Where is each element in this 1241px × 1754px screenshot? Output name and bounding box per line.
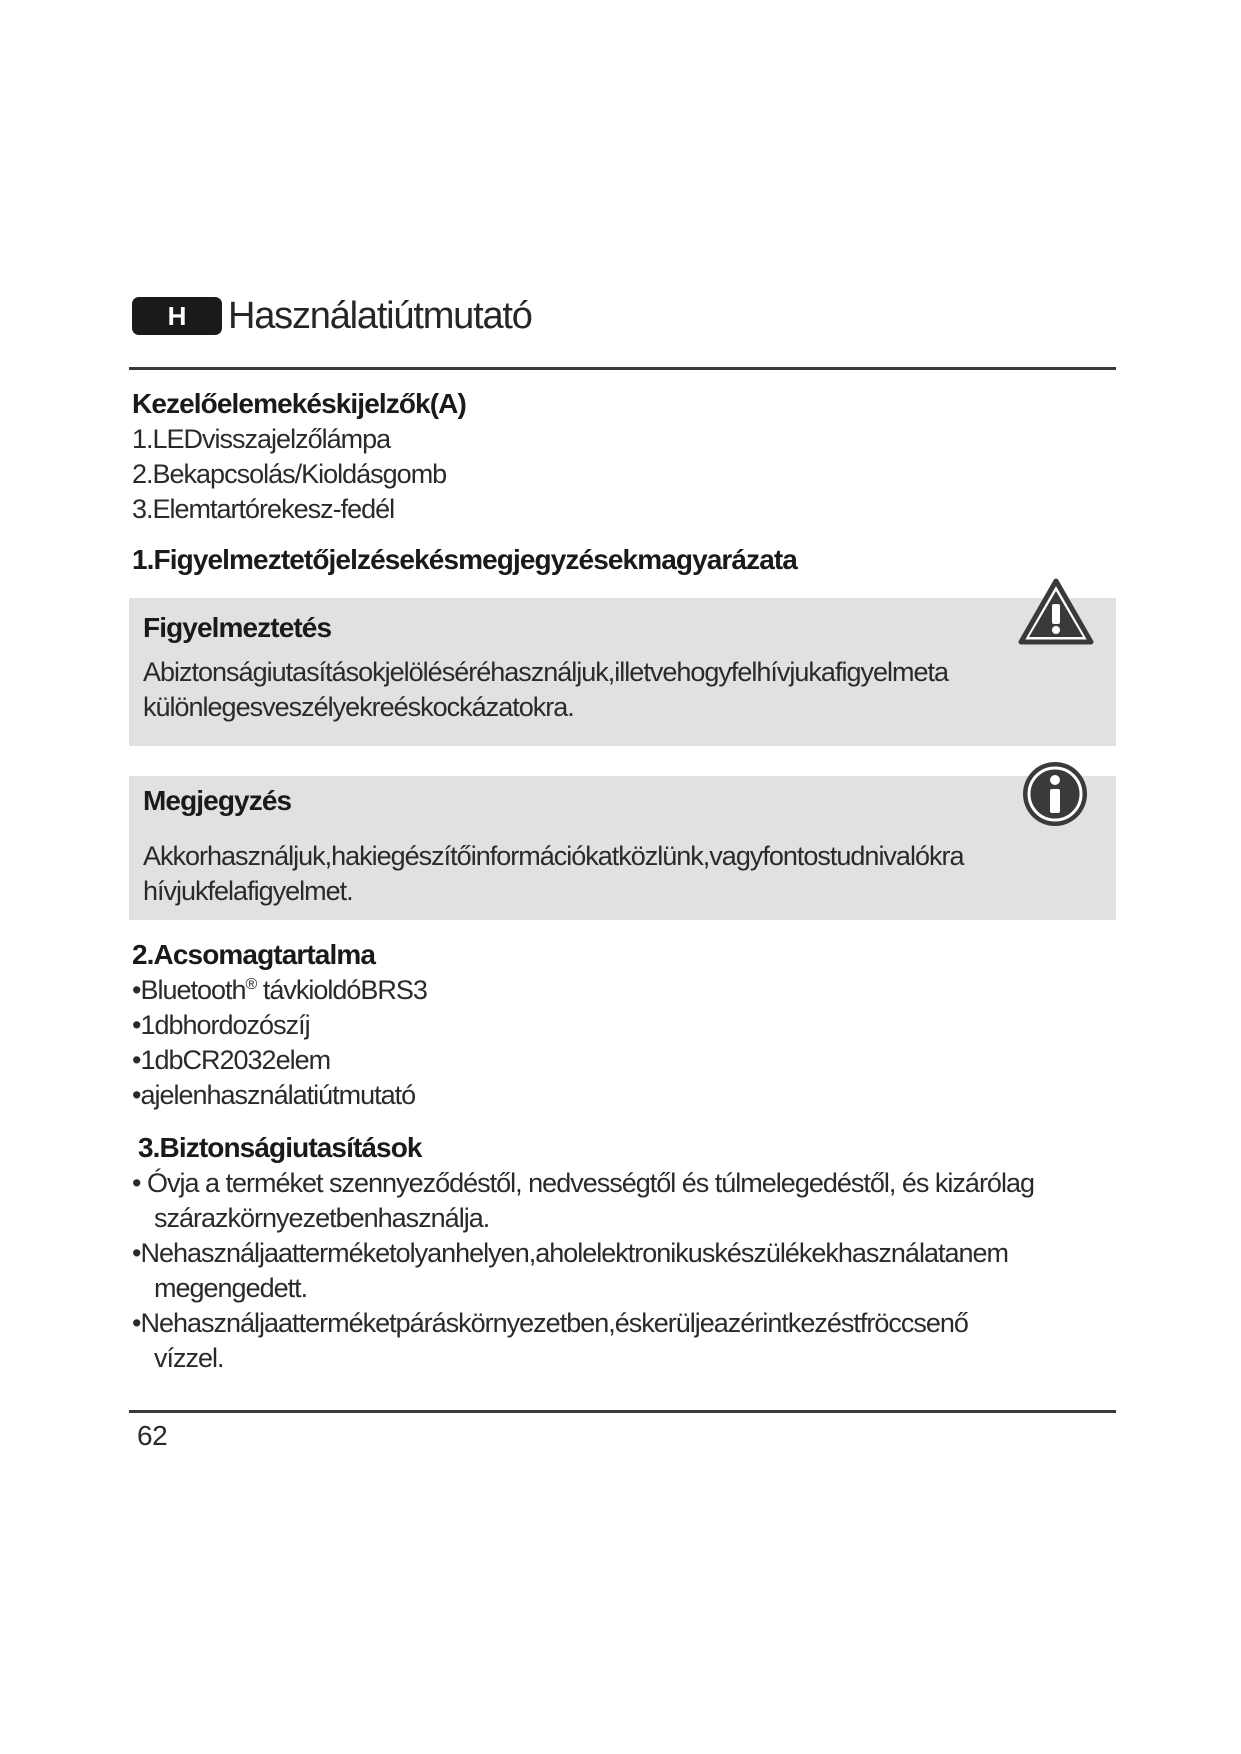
safety-item: • Óvja a terméket szennyeződéstől, nedvességtől és túlmelegedéstől, és kizárólag szárazkörnyezetbenhasználja.: [132, 1168, 1034, 1233]
note-line: hívjukfelafigyelmet.: [143, 876, 353, 906]
section2: [132, 937, 1102, 1113]
package-item: •1dbhordozószíj: [132, 1010, 310, 1040]
page-header: [132, 296, 532, 336]
controls-section: [132, 386, 1102, 527]
section1: [132, 542, 1102, 578]
section2-heading: 2.Acsomagtartalma: [132, 939, 376, 970]
page-title: Használatiútmutató: [228, 294, 532, 337]
safety-item: •Nehasználjaatterméketpáráskörnyezetben,éskerüljeazérintkezéstfröccsenő vízzel.: [132, 1308, 968, 1373]
warning-text: [143, 655, 948, 725]
section3-heading: 3.Biztonságiutasítások: [138, 1132, 422, 1163]
warning-line: Abiztonságiutasításokjelöléséréhasználjuk,illetvehogyfelhívjukafigyelmeta: [143, 657, 949, 687]
section3: [132, 1130, 1102, 1376]
language-badge: H: [132, 297, 222, 335]
page-number: 62: [137, 1420, 168, 1451]
note-line: Akkorhasználjuk,hakiegészítőinformációkatközlünk,vagyfontostudnivalókra: [143, 841, 964, 871]
safety-item: •Nehasználjaatterméketolyanhelyen,aholelektronikuskészülékekhasználatanem megengedett.: [132, 1238, 1009, 1303]
package-item: •1dbCR2032elem: [132, 1045, 331, 1075]
warning-line: különlegesveszélyekreéskockázatokra.: [143, 692, 574, 722]
note-title: Megjegyzés: [143, 785, 292, 816]
bottom-divider: [129, 1410, 1116, 1413]
warning-title: Figyelmeztetés: [143, 612, 332, 643]
top-divider: [129, 367, 1116, 370]
warning-box: [129, 598, 1116, 746]
controls-item: 3.Elemtartórekesz-fedél: [132, 494, 395, 524]
controls-item: 1.LEDvisszajelzőlámpa: [132, 424, 391, 454]
package-item: •Bluetooth® távkioldóBRS3: [132, 975, 427, 1005]
package-item: •ajelenhasználatiútmutató: [132, 1080, 416, 1110]
info-circle-icon: [1020, 759, 1090, 829]
section1-heading: 1.Figyelmeztetőjelzésekésmegjegyzésekmagyarázata: [132, 544, 797, 575]
note-text: [143, 839, 963, 909]
controls-heading: Kezelőelemekéskijelzők(A): [132, 388, 466, 419]
warning-triangle-icon: [1017, 576, 1095, 648]
note-box: [129, 776, 1116, 920]
controls-item: 2.Bekapcsolás/Kioldásgomb: [132, 459, 447, 489]
